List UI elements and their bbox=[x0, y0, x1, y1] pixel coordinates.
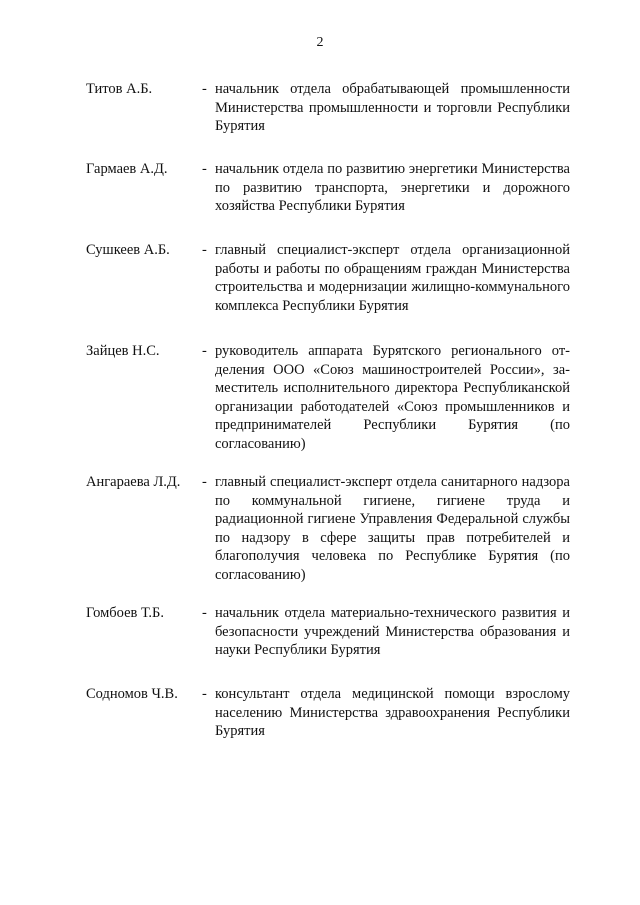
dash-separator: - bbox=[202, 242, 207, 258]
member-name: Гармаев А.Д. bbox=[86, 161, 168, 177]
dash-separator: - bbox=[202, 474, 207, 490]
dash-separator: - bbox=[202, 605, 207, 621]
page-number: 2 bbox=[316, 35, 324, 50]
member-position: консультант отдела медицинской помощи взрослому населению Министерства здравоохранения Республики Бурятия bbox=[215, 686, 570, 740]
dash-separator: - bbox=[202, 81, 207, 97]
member-name: Содномов Ч.В. bbox=[86, 686, 178, 702]
member-position: начальник отдела обрабатывающей промышленности Министерства промышленности и торговли Республики Бурятия bbox=[215, 81, 570, 135]
member-position: главный специалист-эксперт отдела санитарного надзора по коммунальной гигиене, гигиене труда и радиационной гигиене Управления Федеральной службы по надзору в сфере защиты прав потребителей и благополучия человека по Республике Бурятия (по согласованию) bbox=[215, 474, 570, 583]
member-name: Ангараева Л.Д. bbox=[86, 474, 181, 490]
member-name: Титов А.Б. bbox=[86, 81, 153, 97]
dash-separator: - bbox=[202, 686, 207, 702]
member-position: начальник отдела материально-технического развития и безопасности учреждений Министерства образования и науки Республики Бурятия bbox=[215, 605, 570, 659]
member-position: руководитель аппарата Бурятского регионального отделения ООО «Союз машиностроителей России», заместитель исполнительного директора Республиканской организации работодателей «Союз промышленников и предпринимателей Республики Бурятия (по согласованию) bbox=[215, 343, 570, 452]
member-position: главный специалист-эксперт отдела организационной работы и работы по обращениям граждан Министерства строительства и модернизации жилищно-коммунального комплекса Республики Бурятия bbox=[215, 242, 570, 314]
member-position: начальник отдела по развитию энергетики Министерства по развитию транспорта, энергетики и дорожного хозяйства Республики Бурятия bbox=[215, 161, 570, 215]
member-name: Гомбоев Т.Б. bbox=[86, 605, 164, 621]
dash-separator: - bbox=[202, 343, 207, 359]
member-name: Сушкеев А.Б. bbox=[86, 242, 170, 258]
member-name: Зайцев Н.С. bbox=[86, 343, 160, 359]
dash-separator: - bbox=[202, 161, 207, 177]
